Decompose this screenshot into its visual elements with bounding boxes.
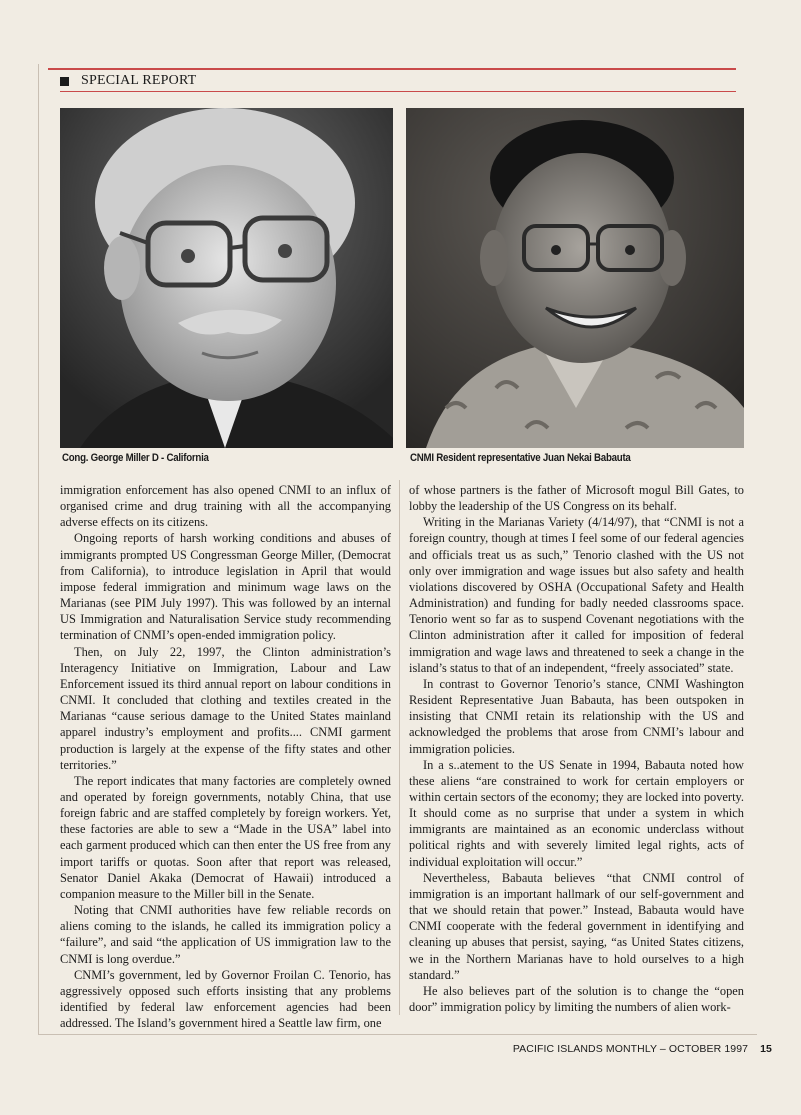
- paragraph: Then, on July 22, 1997, the Clinton administration’s Interagency Initiative on Immigration, Labour and Law Enforcement issued its third annual report on labour conditions in CNMI. It concluded that clothing and textiles created in the Marianas “cause serious damage to the United States mainland apparel industry’s employment and profits.... CNMI garment production is largely at the expense of the fifty states and other territories.”: [60, 644, 391, 772]
- paragraph: CNMI’s government, led by Governor Froilan C. Tenorio, has aggressively opposed such efforts insisting that any problems identified by federal law enforcement agencies had been addressed. The Island’s government hired a Seattle law firm, one: [60, 967, 391, 1031]
- paragraph: Ongoing reports of harsh working conditions and abuses of immigrants prompted US Congressman George Miller, (Democrat from California), to introduce legislation in April that would impose federal immigration and minimum wage laws on the Marianas (see PIM July 1997). This was followed by an internal US Immigration and Naturalisation Service study recommending termination of CNMI’s open-ended immigration policy.: [60, 531, 391, 643]
- top-rule: [48, 68, 736, 70]
- page-number: 15: [760, 1043, 772, 1055]
- paragraph: Nevertheless, Babauta believes “that CNMI control of immigration is an important hallmark of our self-government and that we should retain that power.” Instead, Babauta would have CNMI cooperate with the federal government in identifying and cleaning up abuses that persist, saying, “as United States citizens, we in the Northern Marianas have to hold ourselves to a high standard.”: [409, 870, 744, 982]
- publication-name: PACIFIC ISLANDS MONTHLY – OCTOBER 1997: [512, 1043, 749, 1055]
- paragraph: of whose partners is the father of Microsoft mogul Bill Gates, to lobby the leadership of the US Congress on its behalf.: [409, 483, 744, 514]
- paragraph: In contrast to Governor Tenorio’s stance, CNMI Washington Resident Representative Juan Babauta, has been outspoken in insisting that CNMI retain its relationship with the US and acknowledged the problems that arose from CNMI’s labour and immigration policies.: [409, 676, 744, 756]
- article-column-left: [60, 482, 391, 1031]
- paragraph: He also believes part of the solution is to change the “open door” immigration policy by limiting the numbers of alien work-: [409, 983, 744, 1014]
- photo-caption-left: Cong. George Miller D - California: [62, 452, 209, 464]
- portrait-image: [406, 108, 744, 448]
- paragraph: Writing in the Marianas Variety (4/14/97), that “CNMI is not a foreign country, though at times I feel some of our federal agencies and officials treat us as such,” Tenorio clashed with the US not only over immigration and wage issues but also safety and health violations discovered by OSHA (Occupational Safety and Health Administration) and funding for badly needed classrooms space. Tenorio went so far as to suspend Covenant negotiations with the Clinton administration after it called for imposition of federal immigration and wage laws and threatened to seek a change in the island’s status to that of an independent, “freely associated” state.: [409, 515, 744, 675]
- square-bullet-icon: [60, 77, 69, 86]
- photo-george-miller: [60, 108, 393, 448]
- paragraph: immigration enforcement has also opened CNMI to an influx of organised crime and drug training with all the accompanying adverse effects on its citizens.: [60, 483, 391, 530]
- paragraph: In a s..atement to the US Senate in 1994, Babauta noted how these aliens “are constrained to work for certain employers or within certain sectors of the economy; they are locked into poverty. It should come as no surprise that under a system in which immigrants are maintained as an economic underclass without political rights and with severely limited legal rights, acts of individual exploitation will occur.”: [409, 757, 744, 869]
- page-footer: [490, 1043, 772, 1055]
- photo-caption-right: CNMI Resident representative Juan Nekai Babauta: [410, 452, 631, 464]
- article-column-right: [409, 482, 744, 1015]
- column-divider: [399, 480, 400, 1015]
- section-title: SPECIAL REPORT: [81, 73, 197, 88]
- photo-juan-babauta: [406, 108, 744, 448]
- paragraph: The report indicates that many factories are completely owned and operated by foreign governments, notably China, that use foreign fabric and are staffed completely by foreign workers. Yet, these factories are able to sew a “Made in the USA” label into each garment produced which can then enter the US free from any import tariffs or quotas. Soon after that report was released, Senator Daniel Akaka (Democrat of Hawaii) introduced a companion measure to the Miller bill in the Senate.: [60, 773, 391, 901]
- section-header: [60, 71, 736, 92]
- paragraph: Noting that CNMI authorities have few reliable records on aliens coming to the islands, he called its immigration policy a “failure”, and said “the application of US immigration law to the CNMI is long overdue.”: [60, 903, 391, 966]
- portrait-image: [60, 108, 393, 448]
